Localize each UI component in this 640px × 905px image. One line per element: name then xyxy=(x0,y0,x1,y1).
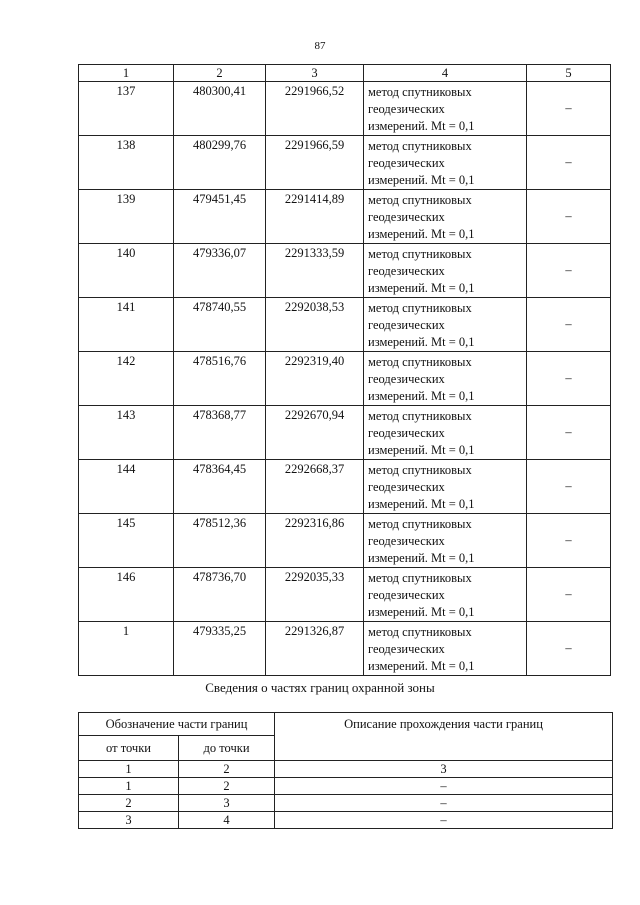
method-line: метод спутниковых xyxy=(368,463,472,477)
table-row xyxy=(79,795,613,812)
method-line: геодезических xyxy=(368,318,445,332)
coord-x: 478740,55 xyxy=(174,298,266,352)
coordinates-table xyxy=(78,64,611,676)
table-row xyxy=(79,460,611,514)
to-point: 3 xyxy=(179,795,275,812)
method-line: измерений. Mt = 0,1 xyxy=(368,335,475,349)
part-description: – xyxy=(275,812,613,829)
header-col-1: 1 xyxy=(79,65,174,82)
to-point: 4 xyxy=(179,812,275,829)
point-number: 140 xyxy=(79,244,174,298)
note-cell: – xyxy=(527,244,611,298)
table-row xyxy=(79,190,611,244)
method-cell xyxy=(364,406,527,460)
method-line: геодезических xyxy=(368,210,445,224)
table-row xyxy=(79,244,611,298)
coord-x: 479336,07 xyxy=(174,244,266,298)
coord-x: 478736,70 xyxy=(174,568,266,622)
header-from-point: от точки xyxy=(79,736,179,761)
header-boundary-part: Обозначение части границ xyxy=(79,713,275,736)
method-line: геодезических xyxy=(368,534,445,548)
method-cell xyxy=(364,298,527,352)
part-description: – xyxy=(275,795,613,812)
coordinates-body xyxy=(79,82,611,676)
method-cell xyxy=(364,622,527,676)
point-number: 137 xyxy=(79,82,174,136)
method-line: геодезических xyxy=(368,264,445,278)
coord-y: 2292670,94 xyxy=(266,406,364,460)
method-line: измерений. Mt = 0,1 xyxy=(368,281,475,295)
method-line: измерений. Mt = 0,1 xyxy=(368,443,475,457)
coord-y: 2291333,59 xyxy=(266,244,364,298)
point-number: 145 xyxy=(79,514,174,568)
note-cell: – xyxy=(527,82,611,136)
method-cell xyxy=(364,190,527,244)
table-row xyxy=(79,812,613,829)
to-point: 2 xyxy=(179,778,275,795)
method-cell xyxy=(364,514,527,568)
method-line: измерений. Mt = 0,1 xyxy=(368,227,475,241)
table-row xyxy=(79,82,611,136)
method-line: геодезических xyxy=(368,642,445,656)
method-line: метод спутниковых xyxy=(368,517,472,531)
method-cell xyxy=(364,82,527,136)
point-number: 142 xyxy=(79,352,174,406)
page-number: 87 xyxy=(314,40,326,52)
coordinates-header-row xyxy=(79,65,611,82)
method-line: геодезических xyxy=(368,588,445,602)
note-cell: – xyxy=(527,352,611,406)
from-point: 3 xyxy=(79,812,179,829)
coord-y: 2292668,37 xyxy=(266,460,364,514)
point-number: 144 xyxy=(79,460,174,514)
method-cell xyxy=(364,244,527,298)
method-line: геодезических xyxy=(368,102,445,116)
point-number: 143 xyxy=(79,406,174,460)
coord-x: 478368,77 xyxy=(174,406,266,460)
coord-x: 478364,45 xyxy=(174,460,266,514)
method-line: измерений. Mt = 0,1 xyxy=(368,389,475,403)
parts-index-row xyxy=(79,761,613,778)
section-title: Сведения о частях границ охранной зоны xyxy=(205,680,435,695)
method-line: метод спутниковых xyxy=(368,355,472,369)
header-col-5: 5 xyxy=(527,65,611,82)
method-cell xyxy=(364,460,527,514)
method-line: метод спутниковых xyxy=(368,247,472,261)
method-line: метод спутниковых xyxy=(368,301,472,315)
coord-y: 2292038,53 xyxy=(266,298,364,352)
from-point: 2 xyxy=(79,795,179,812)
point-number: 146 xyxy=(79,568,174,622)
coord-x: 480299,76 xyxy=(174,136,266,190)
table-row xyxy=(79,136,611,190)
method-line: метод спутниковых xyxy=(368,625,472,639)
coord-y: 2292316,86 xyxy=(266,514,364,568)
parts-body xyxy=(79,778,613,829)
point-number: 1 xyxy=(79,622,174,676)
point-number: 138 xyxy=(79,136,174,190)
method-line: геодезических xyxy=(368,372,445,386)
method-line: измерений. Mt = 0,1 xyxy=(368,659,475,673)
note-cell: – xyxy=(527,298,611,352)
index-col-1: 1 xyxy=(79,761,179,778)
table-row xyxy=(79,514,611,568)
method-cell xyxy=(364,568,527,622)
coord-y: 2291966,59 xyxy=(266,136,364,190)
note-cell: – xyxy=(527,622,611,676)
header-col-2: 2 xyxy=(174,65,266,82)
method-cell xyxy=(364,136,527,190)
method-line: геодезических xyxy=(368,480,445,494)
part-description: – xyxy=(275,778,613,795)
coord-x: 480300,41 xyxy=(174,82,266,136)
method-line: метод спутниковых xyxy=(368,193,472,207)
table-row xyxy=(79,778,613,795)
table-row xyxy=(79,298,611,352)
method-line: геодезических xyxy=(368,426,445,440)
note-cell: – xyxy=(527,136,611,190)
coord-x: 478516,76 xyxy=(174,352,266,406)
method-line: измерений. Mt = 0,1 xyxy=(368,173,475,187)
point-number: 139 xyxy=(79,190,174,244)
table-row xyxy=(79,568,611,622)
coord-y: 2291414,89 xyxy=(266,190,364,244)
coord-y: 2291966,52 xyxy=(266,82,364,136)
index-col-2: 2 xyxy=(179,761,275,778)
header-col-3: 3 xyxy=(266,65,364,82)
coord-y: 2292319,40 xyxy=(266,352,364,406)
method-line: измерений. Mt = 0,1 xyxy=(368,605,475,619)
coord-y: 2291326,87 xyxy=(266,622,364,676)
note-cell: – xyxy=(527,190,611,244)
point-number: 141 xyxy=(79,298,174,352)
method-line: измерений. Mt = 0,1 xyxy=(368,497,475,511)
note-cell: – xyxy=(527,460,611,514)
index-col-3: 3 xyxy=(275,761,613,778)
method-line: геодезических xyxy=(368,156,445,170)
header-description: Описание прохождения части границ xyxy=(275,713,613,761)
coord-x: 479335,25 xyxy=(174,622,266,676)
note-cell: – xyxy=(527,568,611,622)
method-line: метод спутниковых xyxy=(368,571,472,585)
coord-y: 2292035,33 xyxy=(266,568,364,622)
header-to-point: до точки xyxy=(179,736,275,761)
note-cell: – xyxy=(527,514,611,568)
coord-x: 479451,45 xyxy=(174,190,266,244)
method-line: измерений. Mt = 0,1 xyxy=(368,119,475,133)
note-cell: – xyxy=(527,406,611,460)
method-line: метод спутниковых xyxy=(368,139,472,153)
method-line: измерений. Mt = 0,1 xyxy=(368,551,475,565)
header-col-4: 4 xyxy=(364,65,527,82)
method-line: метод спутниковых xyxy=(368,85,472,99)
table-row xyxy=(79,622,611,676)
boundary-parts-table xyxy=(78,712,613,829)
table-row xyxy=(79,406,611,460)
table-row xyxy=(79,352,611,406)
from-point: 1 xyxy=(79,778,179,795)
coord-x: 478512,36 xyxy=(174,514,266,568)
method-cell xyxy=(364,352,527,406)
method-line: метод спутниковых xyxy=(368,409,472,423)
